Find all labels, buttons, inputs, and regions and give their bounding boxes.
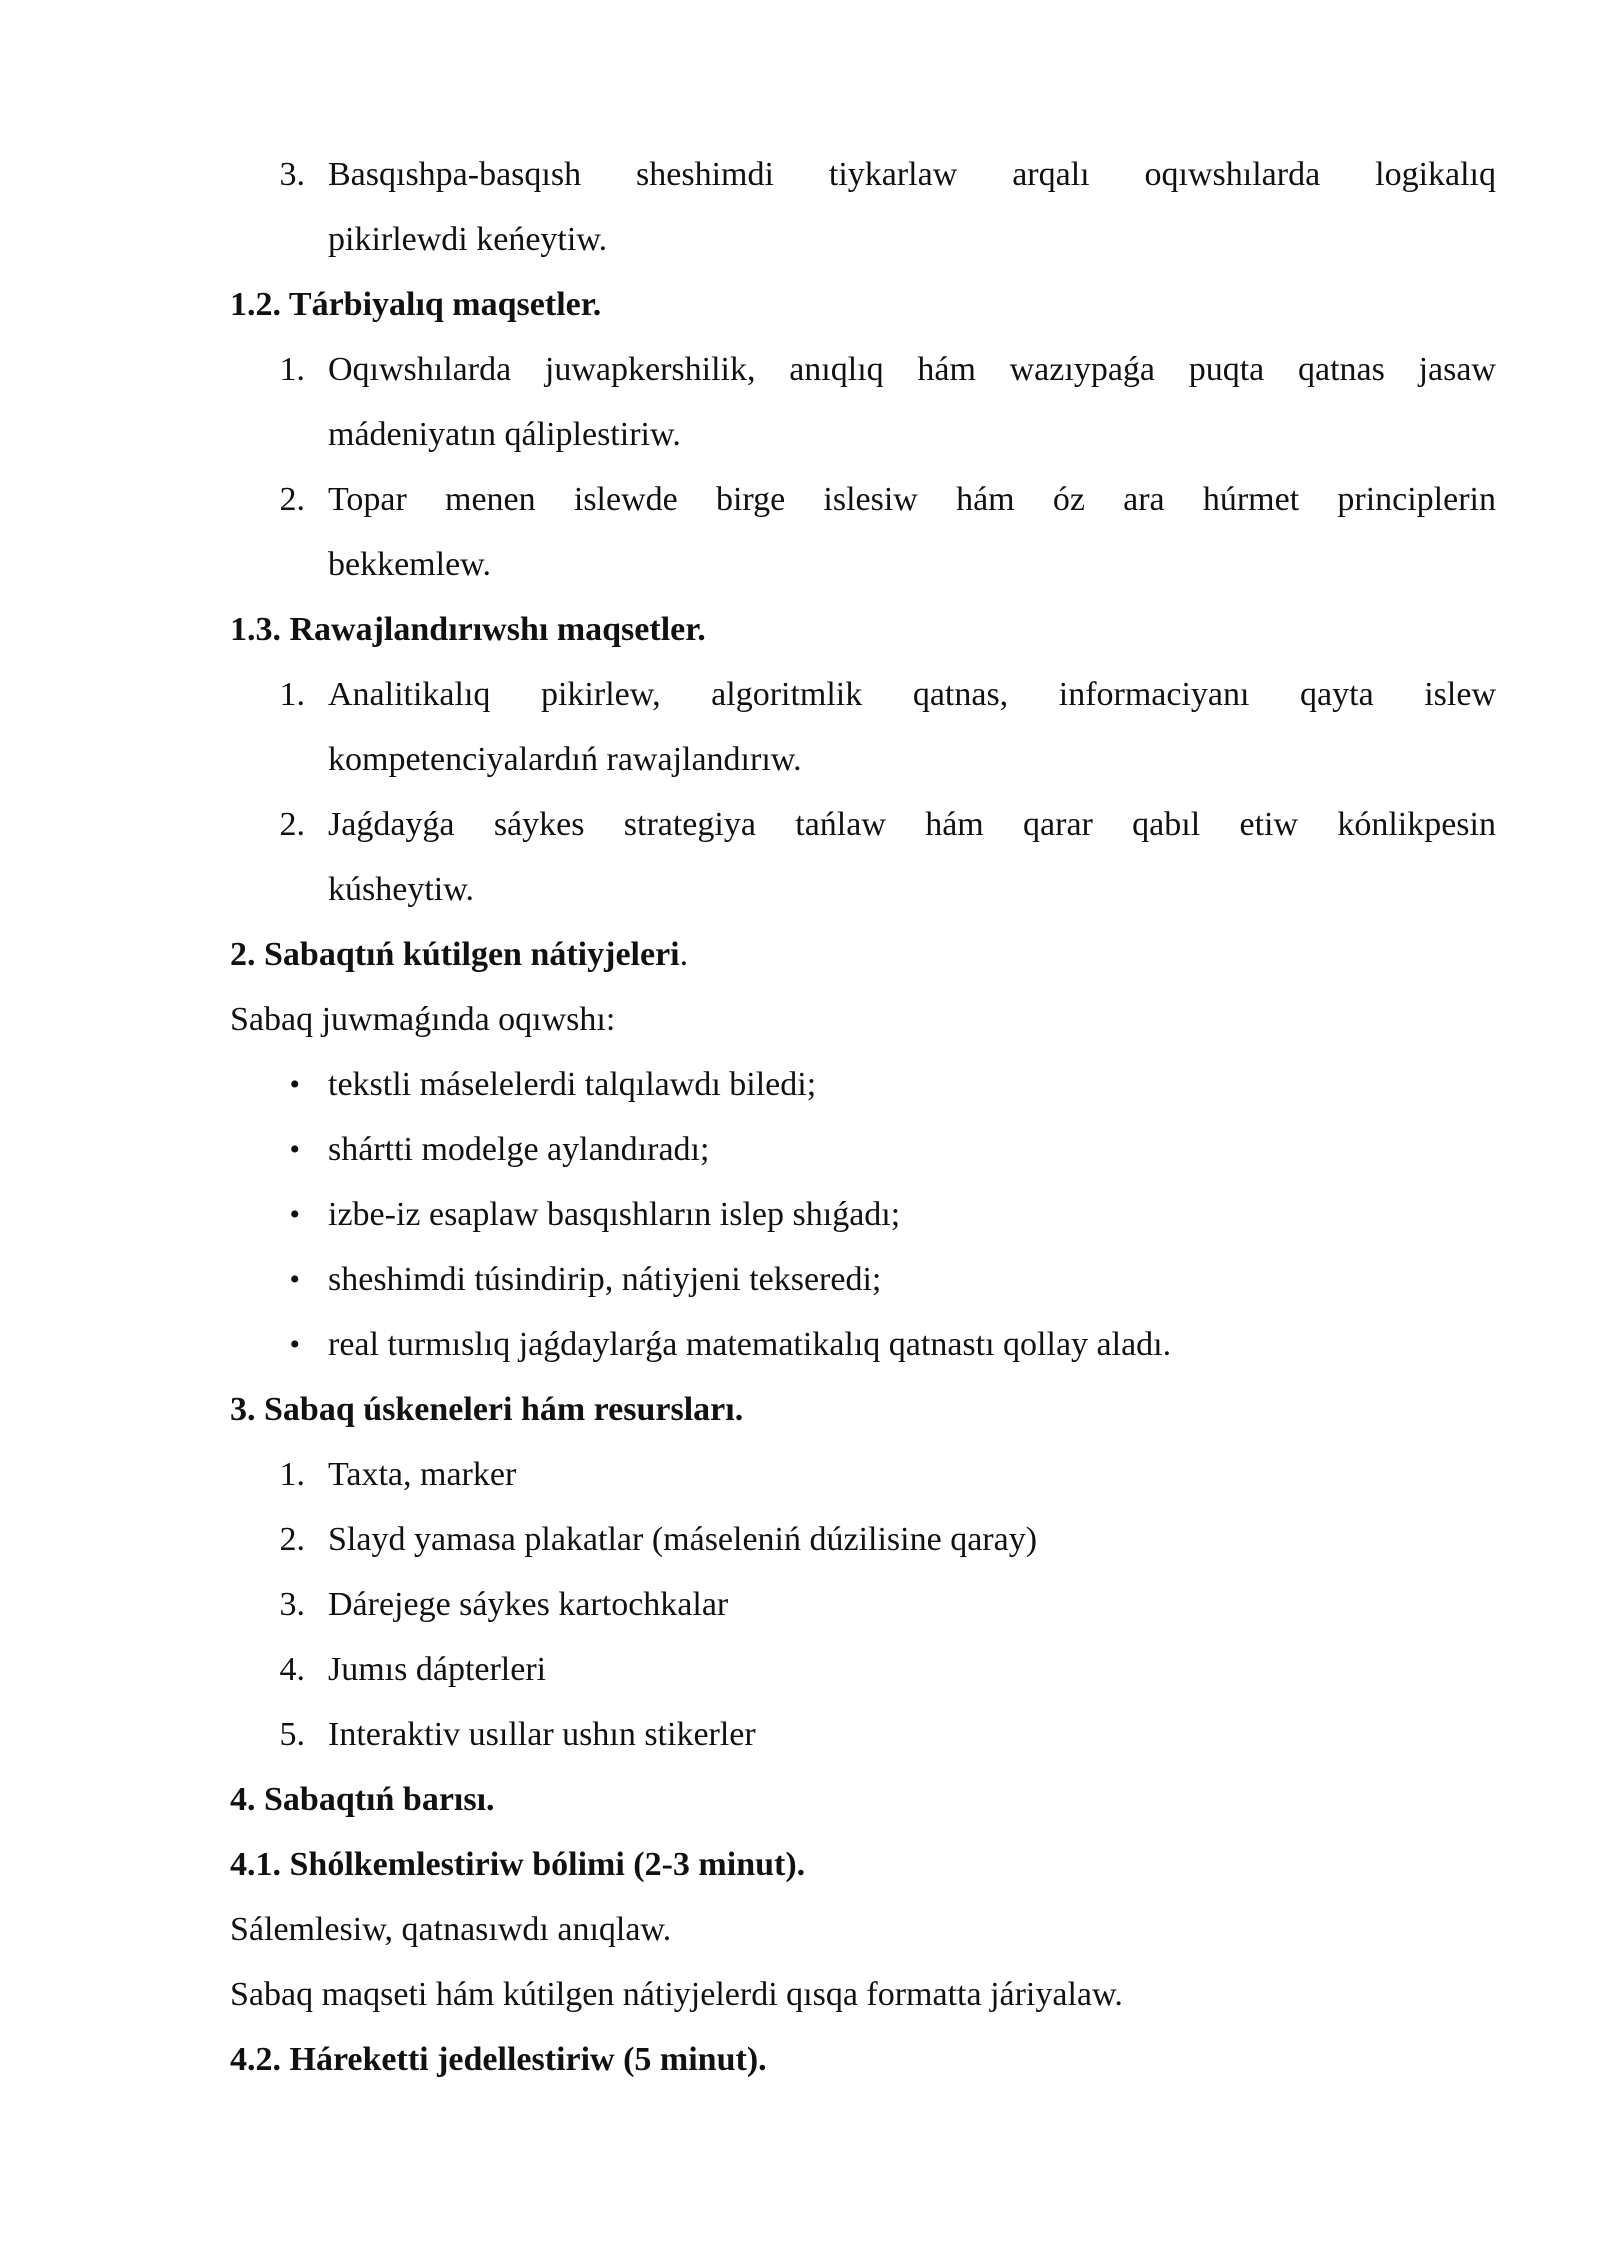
list-item-text: bekkemlew.: [328, 546, 492, 583]
list-item-text: Jaǵdayǵa sáykes strategiya tańlaw hám qarar qabıl etiw kónlikpesin: [328, 806, 1496, 843]
list-item-text: kompetenciyalardıń rawajlandırıw.: [328, 741, 802, 778]
bullet-item: [0, 1127, 1600, 1192]
list-item-text: Dárejege sáykes kartochkalar: [328, 1586, 729, 1623]
list-item-text: Basqıshpa-basqısh sheshimdi tiykarlaw arqalı oqıwshılarda logikalıq: [328, 156, 1496, 193]
list-number: 1.: [279, 1456, 305, 1493]
list-item-text: Topar menen islewde birge islesiw hám óz ara húrmet principlerin: [328, 481, 1496, 518]
bullet-item: [0, 1257, 1600, 1322]
list-item-continuation: [0, 867, 1600, 932]
heading-text: 1.2. Tárbiyalıq maqsetler.: [230, 286, 602, 323]
list-item: [0, 1647, 1600, 1712]
paragraph: [0, 1907, 1600, 1972]
paragraph-text: Sálemlesiw, qatnasıwdı anıqlaw.: [230, 1911, 672, 1948]
list-number: 3.: [279, 1586, 305, 1623]
heading-text: 2. Sabaqtıń kútilgen nátiyjeleri: [230, 936, 680, 973]
bullet-icon: •: [289, 1263, 300, 1296]
heading-text: 4.2. Háreketti jedellestiriw (5 minut).: [230, 2041, 767, 2078]
bullet-icon: •: [289, 1198, 300, 1231]
bullet-item: [0, 1192, 1600, 1257]
section-heading: [0, 932, 1600, 997]
list-number: 3.: [279, 156, 305, 193]
section-heading: [0, 1387, 1600, 1452]
list-item-text: Slayd yamasa plakatlar (máseleniń dúzilisine qaray): [328, 1521, 1038, 1558]
list-number: 2.: [279, 806, 305, 843]
list-number: 4.: [279, 1651, 305, 1688]
list-item: [0, 152, 1600, 217]
bullet-text: real turmıslıq jaǵdaylarǵa matematikalıq qatnastı qollay aladı.: [328, 1326, 1172, 1363]
list-number: 1.: [279, 676, 305, 713]
section-heading: [0, 1777, 1600, 1842]
list-number: 5.: [279, 1716, 305, 1753]
list-item: [0, 1582, 1600, 1647]
bullet-text: tekstli máselelerdi talqılawdı biledi;: [328, 1066, 817, 1103]
list-item: [0, 672, 1600, 737]
list-item-text: Analitikalıq pikirlew, algoritmlik qatnas, informaciyanı qayta islew: [328, 676, 1496, 713]
list-item: [0, 477, 1600, 542]
bullet-item: [0, 1062, 1600, 1127]
bullet-icon: •: [289, 1133, 300, 1166]
list-item-continuation: [0, 412, 1600, 477]
list-item-text: pikirlewdi keńeytiw.: [328, 221, 608, 258]
bullet-icon: •: [289, 1068, 300, 1101]
list-number: 1.: [279, 351, 305, 388]
list-number: 2.: [279, 481, 305, 518]
paragraph-text: Sabaq maqseti hám kútilgen nátiyjelerdi qısqa formatta járiyalaw.: [230, 1976, 1123, 2013]
section-heading: [0, 607, 1600, 672]
list-item: [0, 347, 1600, 412]
bullet-item: [0, 1322, 1600, 1387]
heading-text: 1.3. Rawajlandırıwshı maqsetler.: [230, 611, 706, 648]
list-item-text: Interaktiv usıllar ushın stikerler: [328, 1716, 756, 1753]
list-item: [0, 1517, 1600, 1582]
list-item-continuation: [0, 737, 1600, 802]
list-item: [0, 1712, 1600, 1777]
heading-line: [230, 932, 688, 978]
paragraph: [0, 997, 1600, 1062]
list-item-text: mádeniyatın qáliplestiriw.: [328, 416, 681, 453]
list-item: [0, 1452, 1600, 1517]
subsection-heading: [0, 1842, 1600, 1907]
heading-period: .: [679, 936, 689, 973]
subsection-heading: [0, 2037, 1600, 2102]
bullet-text: shártti modelge aylandıradı;: [328, 1131, 710, 1168]
list-item-continuation: [0, 217, 1600, 282]
list-item-text: kúsheytiw.: [328, 871, 475, 908]
paragraph-text: Sabaq juwmaǵında oqıwshı:: [230, 1001, 616, 1038]
paragraph: [0, 1972, 1600, 2037]
bullet-icon: •: [289, 1328, 300, 1361]
bullet-text: izbe-iz esaplaw basqıshların islep shıǵadı;: [328, 1196, 901, 1233]
heading-text: 3. Sabaq úskeneleri hám resursları.: [230, 1391, 744, 1428]
bullet-text: sheshimdi túsindirip, nátiyjeni tekseredi;: [328, 1261, 882, 1298]
list-item-text: Jumıs dápterleri: [328, 1651, 547, 1688]
heading-text: 4.1. Shólkemlestiriw bólimi (2-3 minut).: [230, 1846, 806, 1883]
list-item-continuation: [0, 542, 1600, 607]
list-item-text: Oqıwshılarda juwapkershilik, anıqlıq hám wazıypaǵa puqta qatnas jasaw: [328, 351, 1496, 388]
section-heading: [0, 282, 1600, 347]
list-item: [0, 802, 1600, 867]
list-item-text: Taxta, marker: [328, 1456, 517, 1493]
heading-text: 4. Sabaqtıń barısı.: [230, 1781, 495, 1818]
list-number: 2.: [279, 1521, 305, 1558]
